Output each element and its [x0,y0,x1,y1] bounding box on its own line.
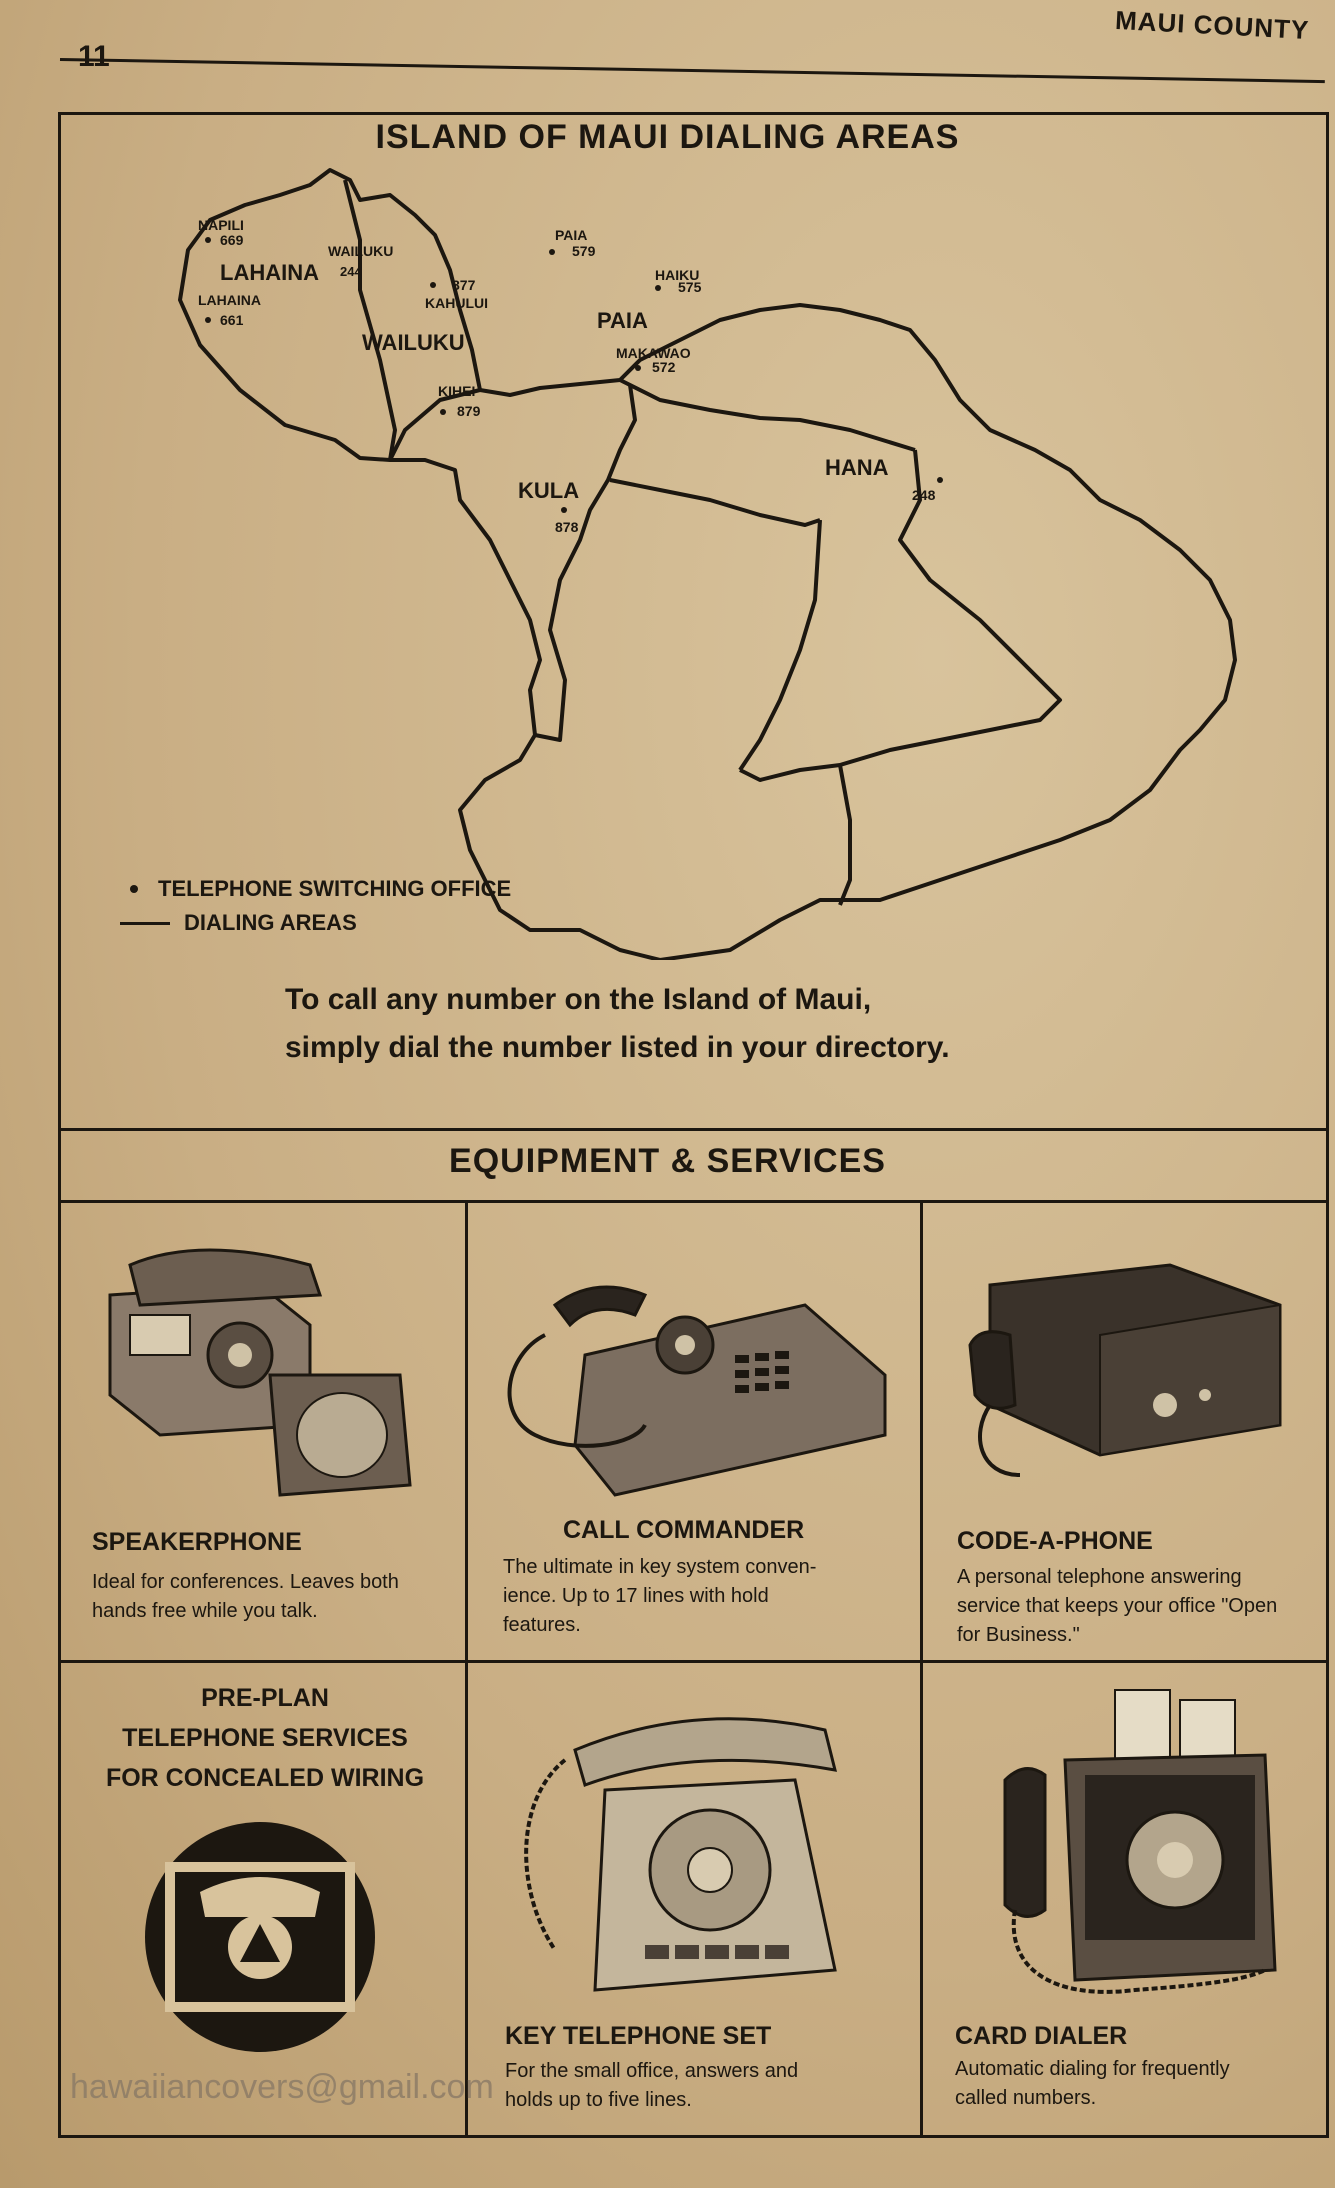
svg-text:PAIA: PAIA [597,308,648,333]
east-maui-outline [390,305,1235,960]
section-divider [58,1128,1326,1131]
kula-paia-boundary [740,520,820,770]
code-a-phone-image [960,1255,1300,1495]
desc-line: A personal telephone answering [957,1566,1242,1588]
svg-text:MAKAWAO: MAKAWAO [616,345,691,361]
call-commander-desc [503,1553,816,1640]
paia-north-boundary [620,380,915,450]
card-dialer-desc [955,2055,1230,2113]
call-commander-name: CALL COMMANDER [563,1516,805,1544]
boundary-line-icon [120,922,170,925]
svg-text:HAIKU: HAIKU [655,267,700,283]
bell-system-logo [140,1812,380,2062]
key-telephone-image [495,1690,895,2015]
legend-area-row [120,906,511,940]
paia-kula-boundary [610,480,820,525]
desc-line: service that keeps your office "Open [957,1595,1278,1617]
svg-text:KIHEI: KIHEI [438,383,476,399]
running-head: MAUI COUNTY [1113,4,1310,46]
desc-line: Automatic dialing for frequently [955,2058,1230,2080]
svg-text:661: 661 [220,312,244,328]
svg-text:KULA: KULA [518,478,580,503]
maui-map [60,160,1260,960]
svg-text:KAHULUI: KAHULUI [425,295,488,311]
card-dialer-image [975,1680,1305,2015]
svg-text:572: 572 [652,359,676,375]
grid-vline [920,1200,923,2135]
desc-line: ience. Up to 17 lines with hold [503,1585,769,1607]
pre-plan-title [80,1678,450,1798]
title-line: PRE-PLAN [201,1684,329,1712]
paia-hana-boundary [740,450,1060,780]
svg-text:LAHAINA: LAHAINA [220,260,319,285]
key-telephone-desc [505,2057,798,2115]
legend-area-label: DIALING AREAS [184,910,357,935]
svg-text:669: 669 [220,232,244,248]
map-title: ISLAND OF MAUI DIALING AREAS [375,118,960,156]
desc-line: Ideal for conferences. Leaves both [92,1571,399,1593]
instruction-line: simply dial the number listed in your directory. [285,1031,950,1064]
desc-line: The ultimate in key system conven- [503,1556,817,1578]
wailuku-kula-boundary [535,385,635,740]
key-telephone-name: KEY TELEPHONE SET [505,2022,772,2050]
instruction-line: To call any number on the Island of Maui, [285,983,872,1016]
section-title-rule [58,1200,1326,1203]
svg-text:PAIA: PAIA [555,227,588,243]
office-dot-icon [130,885,138,893]
title-line: TELEPHONE SERVICES [122,1724,408,1752]
svg-text:248: 248 [912,487,936,503]
desc-line: features. [503,1614,581,1636]
header-rule [60,58,1325,83]
code-a-phone-name: CODE-A-PHONE [957,1527,1153,1555]
lahaina-wailuku-boundary [345,180,395,460]
svg-text:NAPILI: NAPILI [198,217,244,233]
page-number: 11 [78,40,110,73]
speakerphone-image [80,1235,440,1515]
card-dialer-name: CARD DIALER [955,2022,1128,2050]
svg-text:HANA: HANA [825,455,889,480]
desc-line: called numbers. [955,2087,1097,2109]
map-legend [120,872,511,940]
watermark: hawaiiancovers@gmail.com [70,2068,494,2106]
dialing-instructions [285,976,950,1072]
svg-text:579: 579 [572,243,596,259]
speakerphone-name: SPEAKERPHONE [92,1528,302,1556]
speakerphone-desc [92,1568,399,1626]
call-commander-image [485,1265,905,1515]
svg-text:575: 575 [678,279,702,295]
desc-line: hands free while you talk. [92,1600,318,1622]
hana-kula-boundary [840,765,850,905]
desc-line: For the small office, answers and [505,2060,799,2082]
svg-text:877: 877 [452,277,476,293]
grid-hline [58,1660,1326,1663]
equipment-title: EQUIPMENT & SERVICES [449,1142,886,1180]
svg-text:879: 879 [457,403,481,419]
title-line: FOR CONCEALED WIRING [105,1764,425,1792]
svg-text:WAILUKU: WAILUKU [362,330,465,355]
grid-vline [465,1200,468,2135]
code-a-phone-desc [957,1563,1277,1650]
svg-text:LAHAINA: LAHAINA [198,292,261,308]
legend-office-label: TELEPHONE SWITCHING OFFICE [158,876,512,901]
svg-text:244: 244 [340,264,362,279]
legend-office-row [120,872,511,906]
desc-line: for Business." [957,1624,1080,1646]
desc-line: holds up to five lines. [505,2089,692,2111]
svg-text:WAILUKU: WAILUKU [328,243,394,259]
svg-text:878: 878 [555,519,579,535]
